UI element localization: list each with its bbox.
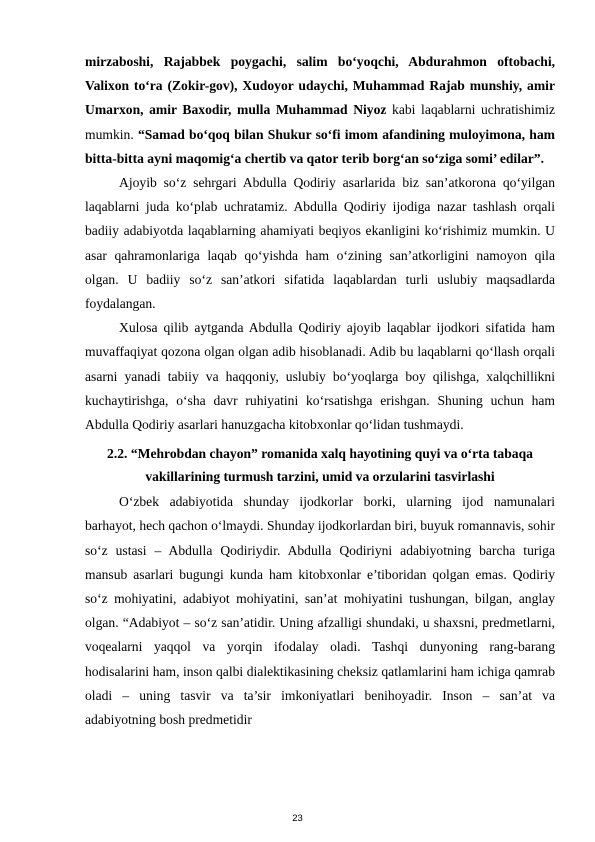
page-number: 23	[292, 813, 303, 824]
section-heading-line-2: vakillarining turmush tarzini, umid va orzularini tasvirlashi	[145, 468, 495, 484]
intro-paragraph	[85, 50, 555, 171]
section-heading-line-1: 2.2. “Mehrobdan chayon” romanida xalq hayotining quyi va o‘rta tabaqa	[107, 446, 533, 462]
paragraph-conclusion: Xulosa qilib aytganda Abdulla Qodiriy ajoyib laqablar ijodkori sifatida ham muvaffaqiyat qozona olgan olgan adib hisoblanadi. Adib bu laqablarni qo‘llash orqali asarni yanadi tabiiy va haqqoniy, uslubiy bo‘yoqlarga boy qilishga, xalqchillikni kuchaytirishga, o‘sha davr ruhiyatini ko‘rsatishga erishgan. Shuning uchun ham Abdulla Qodiriy asarlari hanuzgacha kitobxonlar qo‘lidan tushmaydi.	[85, 320, 555, 433]
intro-plain-text: kabi laqablarni uchratishimiz mumkin.	[85, 102, 556, 142]
section-heading	[85, 443, 555, 488]
document-page	[85, 50, 555, 732]
names-list: mirzaboshi, Rajabbek poygachi, salim bo‘yoqchi, Abdurahmon oftobachi, Valixon to‘ra (Zokir-gov), Xudoyor udaychi, Muhammad Rajab munshiy, amir Umarxon, amir Baxodir, mulla Muhammad Niyoz	[85, 54, 555, 118]
paragraph-laqab-usage: Ajoyib so‘z sehrgari Abdulla Qodiriy asarlarida biz san’atkorona qo‘yilgan laqablarni juda ko‘plab uchratamiz. Abdulla Qodiriy ijodiga nazar tashlash orqali badiiy adabiyotda laqablarning ahamiyati beqiyos ekanligini ko‘rishimiz mumkin. U asar qahramonlariga laqab qo‘yishda ham o‘zining san’atkorligini namoyon qila olgan. U badiiy so‘z san’atkori sifatida laqablardan turli uslubiy maqsadlarda foydalangan.	[85, 175, 555, 312]
quote-text: “Samad bo‘qoq bilan Shukur so‘fi imom afandining muloyimona, ham bitta-bitta ayni maqomig‘a chertib va qator terib borg‘an so‘ziga somi’ edilar”.	[85, 126, 555, 166]
paragraph-uzbek-literature: O‘zbek adabiyotida shunday ijodkorlar borki, ularning ijod namunalari barhayot, hech qachon o‘lmaydi. Shunday ijodkorlardan biri, buyuk romannavis, sohir so‘z ustasi – Abdulla Qodiriydir. Abdulla Qodiriyni adabiyotning barcha turiga mansub asarlari bugungi kunda ham kitobxonlar e’tiboridan qolgan emas. Qodiriy so‘z mohiyatini, adabiyot mohiyatini, san’at mohiyatini tushungan, bilgan, anglay olgan. “Adabiyot – so‘z san’atidir. Uning afzalligi shundaki, u shaxsni, predmetlarni, voqealarni yaqqol va yorqin ifodalay oladi. Tashqi dunyoning rang-barang hodisalarini ham, inson qalbi dialektikasining cheksiz qatlamlarini ham ichiga qamrab oladi – uning tasvir va ta’sir imkoniyatlari benihoyadir. Inson – san’at va adabiyotning bosh predmetidir	[85, 494, 556, 728]
